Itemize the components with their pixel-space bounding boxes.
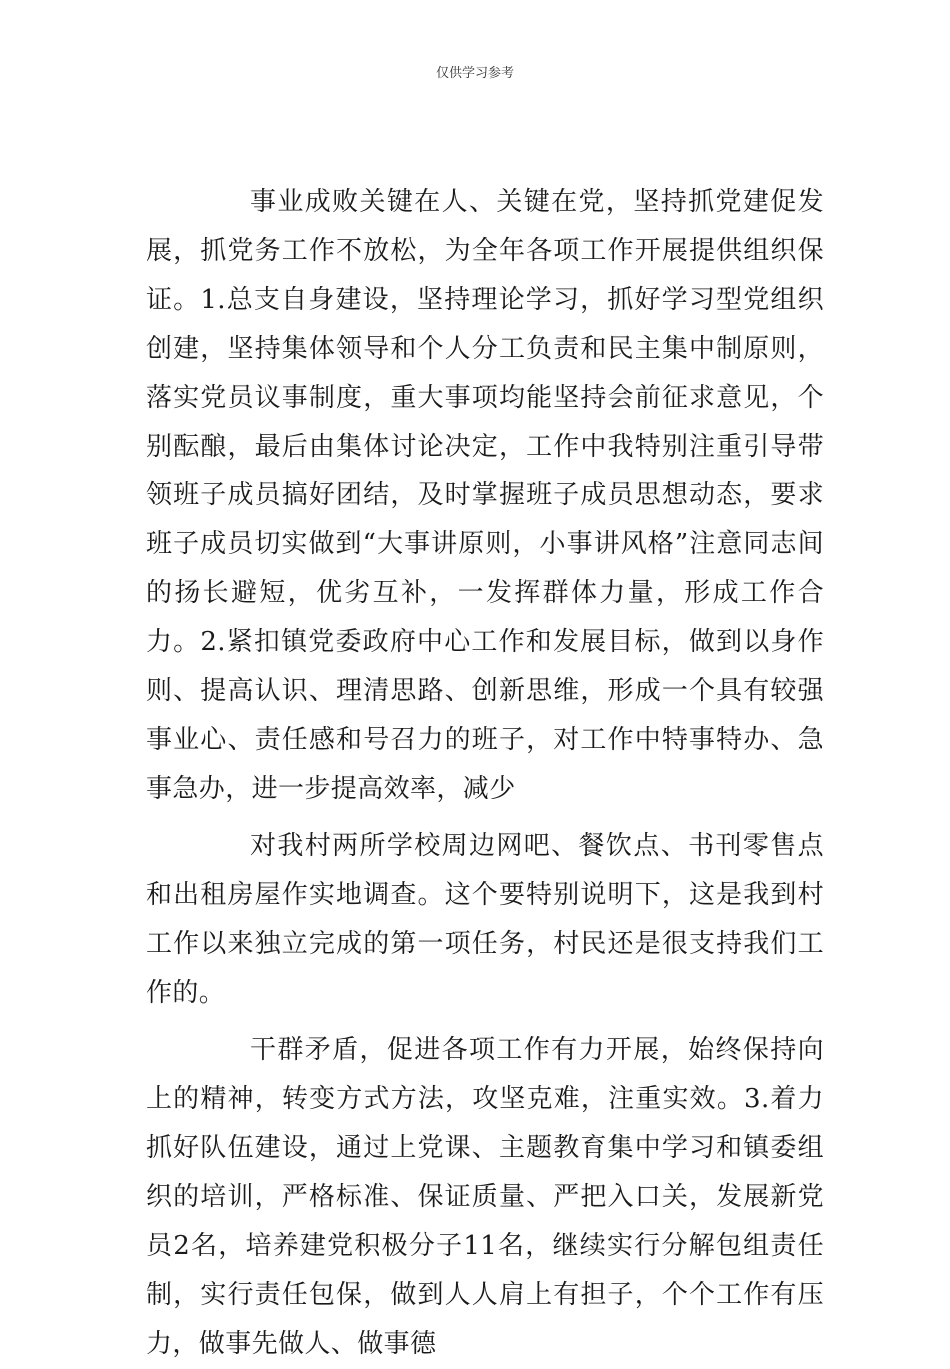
paragraph-1: 事业成败关键在人、关键在党，坚持抓党建促发展，抓党务工作不放松，为全年各项工作开展提供组织保证。1.总支自身建设，坚持理论学习，抓好学习型党组织创建，坚持集体领导和个人分工负责和民主集中制原则，落实党员议事制度，重大事项均能坚持会前征求意见，个别酝酿，最后由集体讨论决定，工作中我特别注重引导带领班子成员搞好团结，及时掌握班子成员思想动态，要求班子成员切实做到“大事讲原则，小事讲风格”注意同志间的扬长避短，优劣互补，一发挥群体力量，形成工作合力。2.紧扣镇党委政府中心工作和发展目标，做到以身作则、提高认识、理清思路、创新思维，形成一个具有较强事业心、责任感和号召力的班子，对工作中特事特办、急事急办，进一步提高效率，减少 <box>146 187 824 804</box>
page-header: 仅供学习参考 <box>435 66 514 81</box>
paragraph-2: 对我村两所学校周边网吧、餐饮点、书刊零售点和出租房屋作实地调查。这个要特别说明下，这是我到村工作以来独立完成的第一项任务，村民还是很支持我们工作的。 <box>146 830 824 1008</box>
document-body <box>146 178 824 1369</box>
paragraph-3: 干群矛盾，促进各项工作有力开展，始终保持向上的精神，转变方式方法，攻坚克难，注重实效。3.着力抓好队伍建设，通过上党课、主题教育集中学习和镇委组织的培训，严格标准、保证质量、严把入口关，发展新党员2名，培养建党积极分子11名，继续实行分解包组责任制，实行责任包保，做到人人肩上有担子，个个工作有压力，做事先做人、做事德 <box>146 1035 824 1359</box>
